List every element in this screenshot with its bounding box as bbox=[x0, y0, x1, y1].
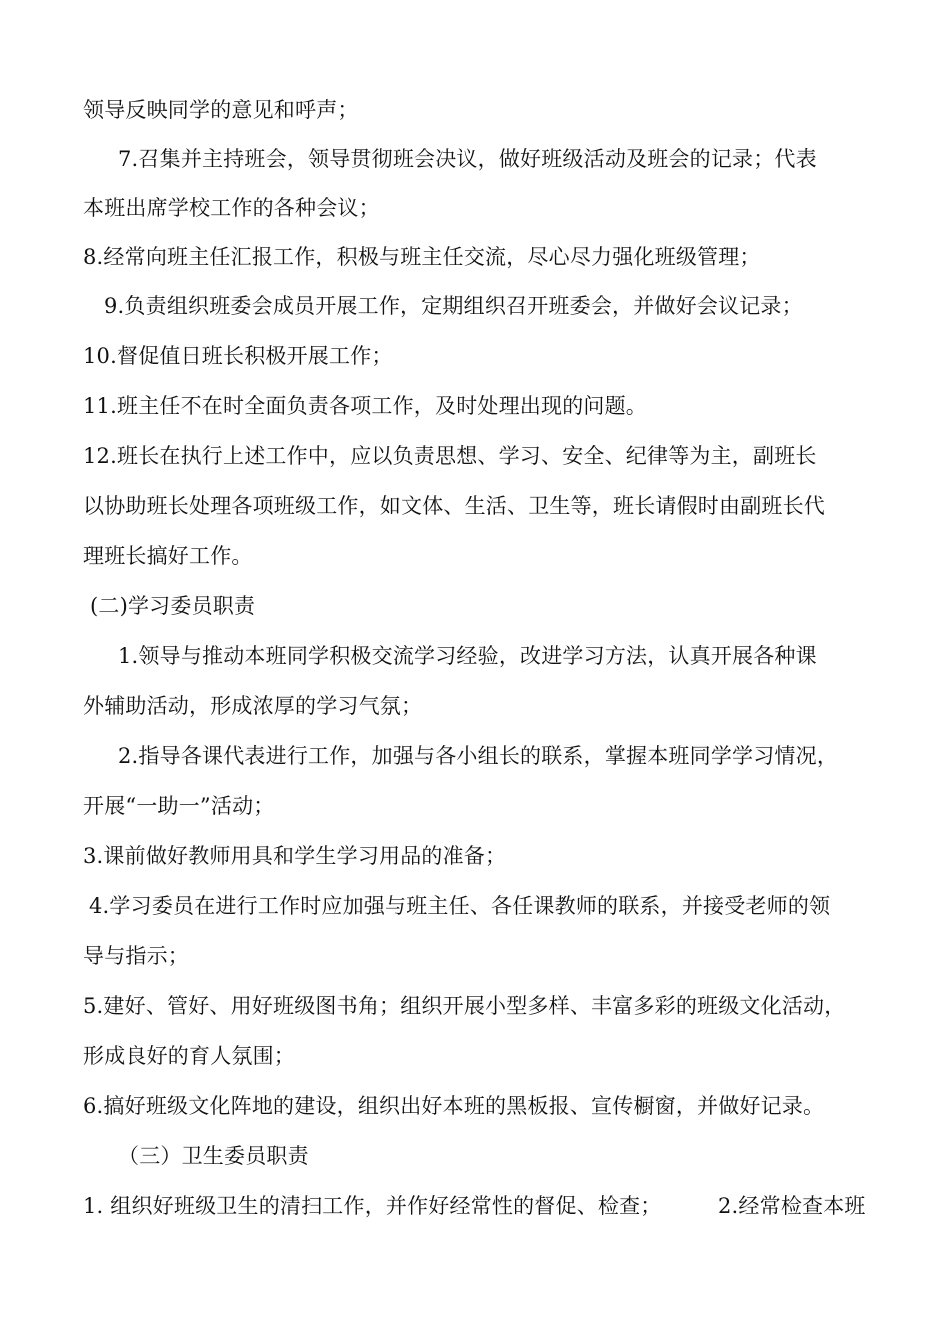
text-line: 5.建好、管好、用好班级图书角；组织开展小型多样、丰富多彩的班级文化活动， bbox=[83, 994, 846, 1018]
text-line: 8.经常向班主任汇报工作，积极与班主任交流，尽心尽力强化班级管理； bbox=[83, 245, 761, 269]
text-line: 开展“一助一”活动； bbox=[83, 794, 275, 818]
text-line: 9.负责组织班委会成员开展工作，定期组织召开班委会，并做好会议记录； bbox=[104, 294, 803, 318]
section-heading: (二)学习委员职责 bbox=[90, 594, 256, 618]
text-line: 理班长搞好工作。 bbox=[83, 544, 253, 568]
text-line: 12.班长在执行上述工作中，应以负责思想、学习、安全、纪律等为主，副班长 bbox=[83, 444, 817, 468]
text-line: 11.班主任不在时全面负责各项工作，及时处理出现的问题。 bbox=[83, 394, 647, 418]
text-line: 1. 组织好班级卫生的清扫工作，并作好经常性的督促、检查； bbox=[83, 1194, 662, 1218]
text-line: 形成良好的育人氛围； bbox=[83, 1044, 295, 1068]
text-line: 领导反映同学的意见和呼声； bbox=[83, 98, 359, 122]
text-line: 2.指导各课代表进行工作，加强与各小组长的联系，掌握本班同学学习情况， bbox=[118, 744, 839, 768]
text-line: 2.经常检查本班 bbox=[718, 1194, 866, 1218]
text-line: 10.督促值日班长积极开展工作； bbox=[83, 344, 393, 368]
text-line: 4.学习委员在进行工作时应加强与班主任、各任课教师的联系，并接受老师的领 bbox=[89, 894, 831, 918]
text-line: 6.搞好班级文化阵地的建设，组织出好本班的黑板报、宣传橱窗，并做好记录。 bbox=[83, 1094, 825, 1118]
section-heading: （三）卫生委员职责 bbox=[118, 1144, 309, 1168]
text-line: 1.领导与推动本班同学积极交流学习经验，改进学习方法，认真开展各种课 bbox=[118, 644, 817, 668]
text-line: 本班出席学校工作的各种会议； bbox=[83, 196, 380, 220]
text-line: 外辅助活动，形成浓厚的学习气氛； bbox=[83, 694, 423, 718]
text-line: 3.课前做好教师用具和学生学习用品的准备； bbox=[83, 844, 507, 868]
text-line: 导与指示； bbox=[83, 944, 189, 968]
text-line: 以协助班长处理各项班级工作，如文体、生活、卫生等，班长请假时由副班长代 bbox=[83, 494, 825, 518]
text-line: 7.召集并主持班会，领导贯彻班会决议，做好班级活动及班会的记录；代表 bbox=[118, 147, 817, 171]
